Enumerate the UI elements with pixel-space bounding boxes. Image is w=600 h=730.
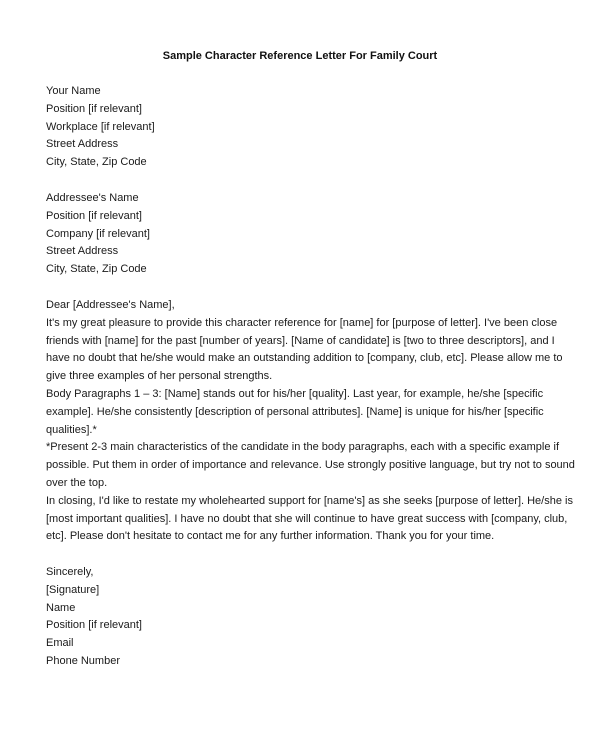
closing-email: Email: [46, 637, 74, 650]
body-line: over the top.: [46, 476, 108, 489]
body-line: Body Paragraphs 1 – 3: [Name] stands out for his/her [quality]. Last year, for example, he/she [specific: [46, 387, 544, 400]
body-line: qualities].*: [46, 423, 97, 436]
body-line: possible. Put them in order of importance and relevance. Use strongly positive language, but try not to sound: [46, 459, 575, 472]
sender-name: Your Name: [46, 85, 101, 97]
closing-name: Name: [46, 601, 76, 614]
body-line: friends with [name] for the past [number of years]. [Name of candidate] is [two to three descriptors], and I: [46, 334, 555, 347]
body-line: [most important qualities]. I have no doubt that she will continue to have great success with [company, club,: [46, 512, 568, 525]
signature-placeholder: [Signature]: [46, 583, 100, 596]
closing-position: Position [if relevant]: [46, 619, 142, 632]
salutation: Dear [Addressee's Name],: [46, 299, 175, 311]
sender-position: Position [if relevant]: [46, 102, 142, 115]
addressee-position: Position [if relevant]: [46, 209, 142, 222]
closing-phone: Phone Number: [46, 654, 120, 667]
body-line: give three examples of her personal strengths.: [46, 370, 273, 383]
letter-body: [46, 297, 575, 546]
sender-city: City, State, Zip Code: [46, 156, 147, 169]
closing-block: [46, 564, 566, 671]
addressee-city: City, State, Zip Code: [46, 263, 147, 276]
sender-address-block: [46, 83, 566, 172]
body-line: In closing, I'd like to restate my wholehearted support for [name's] as she seeks [purpose of letter]. He/she is: [46, 494, 573, 507]
body-line: It's my great pleasure to provide this character reference for [name] for [purpose of letter]. I've been close: [46, 316, 558, 329]
valediction: Sincerely,: [46, 566, 94, 578]
addressee-name: Addressee's Name: [46, 192, 139, 204]
addressee-street: Street Address: [46, 245, 119, 258]
body-line: example]. He/she consistently [description of personal attributes]. [Name] is unique for his/her [specific: [46, 405, 544, 418]
addressee-address-block: [46, 190, 566, 279]
letter-title: Sample Character Reference Letter For Family Court: [162, 50, 438, 62]
body-line: *Present 2-3 main characteristics of the candidate in the body paragraphs, each with a specific example if: [46, 441, 559, 454]
body-line: have no doubt that he/she would make an outstanding addition to [company, club, etc]. Please allow me to: [46, 352, 563, 365]
body-line: etc]. Please don't hesitate to contact me for any further information. Thank you for your time.: [46, 530, 495, 543]
sender-street: Street Address: [46, 138, 119, 151]
sender-workplace: Workplace [if relevant]: [46, 120, 155, 133]
addressee-company: Company [if relevant]: [46, 227, 150, 240]
